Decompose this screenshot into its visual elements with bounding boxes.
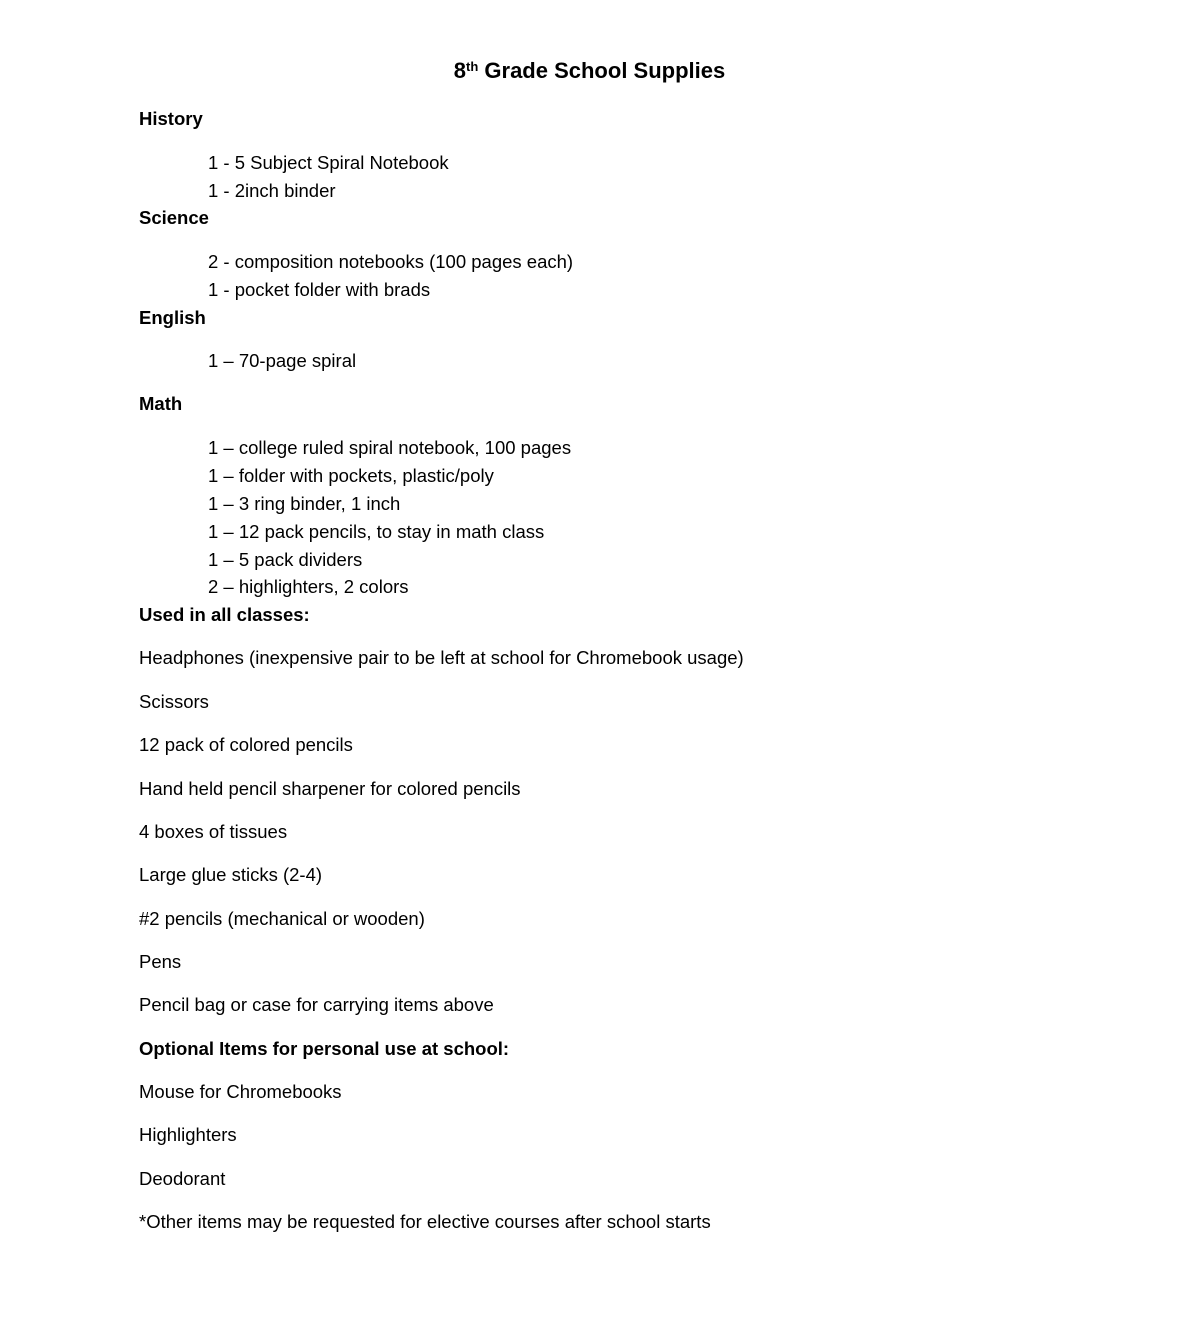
page-title <box>0 56 1179 86</box>
list-item: 2 – highlighters, 2 colors <box>208 576 409 597</box>
list-item: 1 – folder with pockets, plastic/poly <box>208 465 494 486</box>
list-item: 1 - pocket folder with brads <box>208 279 431 300</box>
list-item: 1 – college ruled spiral notebook, 100 pages <box>208 437 572 458</box>
list-item: Headphones (inexpensive pair to be left at school for Chromebook usage) <box>139 647 744 668</box>
section-heading-math: Math <box>139 393 183 414</box>
list-item: 1 - 5 Subject Spiral Notebook <box>208 152 449 173</box>
list-item: Scissors <box>139 691 209 712</box>
section-heading-science: Science <box>139 207 209 228</box>
title-grade-number: 8 <box>453 58 466 83</box>
list-item: Large glue sticks (2-4) <box>139 864 323 885</box>
list-item: Pens <box>139 951 182 972</box>
section-heading-all-classes: Used in all classes: <box>139 604 310 625</box>
list-item: Deodorant <box>139 1168 226 1189</box>
title-text: Grade School Supplies <box>478 58 726 83</box>
list-item: Hand held pencil sharpener for colored pencils <box>139 778 521 799</box>
list-item: 1 – 12 pack pencils, to stay in math class <box>208 521 545 542</box>
list-item: Pencil bag or case for carrying items above <box>139 994 494 1015</box>
section-heading-english: English <box>139 307 206 328</box>
list-item: 1 – 70-page spiral <box>208 350 357 371</box>
list-item: #2 pencils (mechanical or wooden) <box>139 908 425 929</box>
list-item: Highlighters <box>139 1124 237 1145</box>
list-item: Mouse for Chromebooks <box>139 1081 342 1102</box>
section-heading-history: History <box>139 108 203 129</box>
footnote: *Other items may be requested for elective courses after school starts <box>139 1211 711 1232</box>
list-item: 12 pack of colored pencils <box>139 734 353 755</box>
section-heading-optional: Optional Items for personal use at school: <box>139 1038 510 1059</box>
list-item: 4 boxes of tissues <box>139 821 288 842</box>
title-superscript: th <box>466 58 479 74</box>
list-item: 1 – 5 pack dividers <box>208 549 363 570</box>
list-item: 1 – 3 ring binder, 1 inch <box>208 493 401 514</box>
list-item: 1 - 2inch binder <box>208 180 336 201</box>
list-item: 2 - composition notebooks (100 pages each) <box>208 251 574 272</box>
